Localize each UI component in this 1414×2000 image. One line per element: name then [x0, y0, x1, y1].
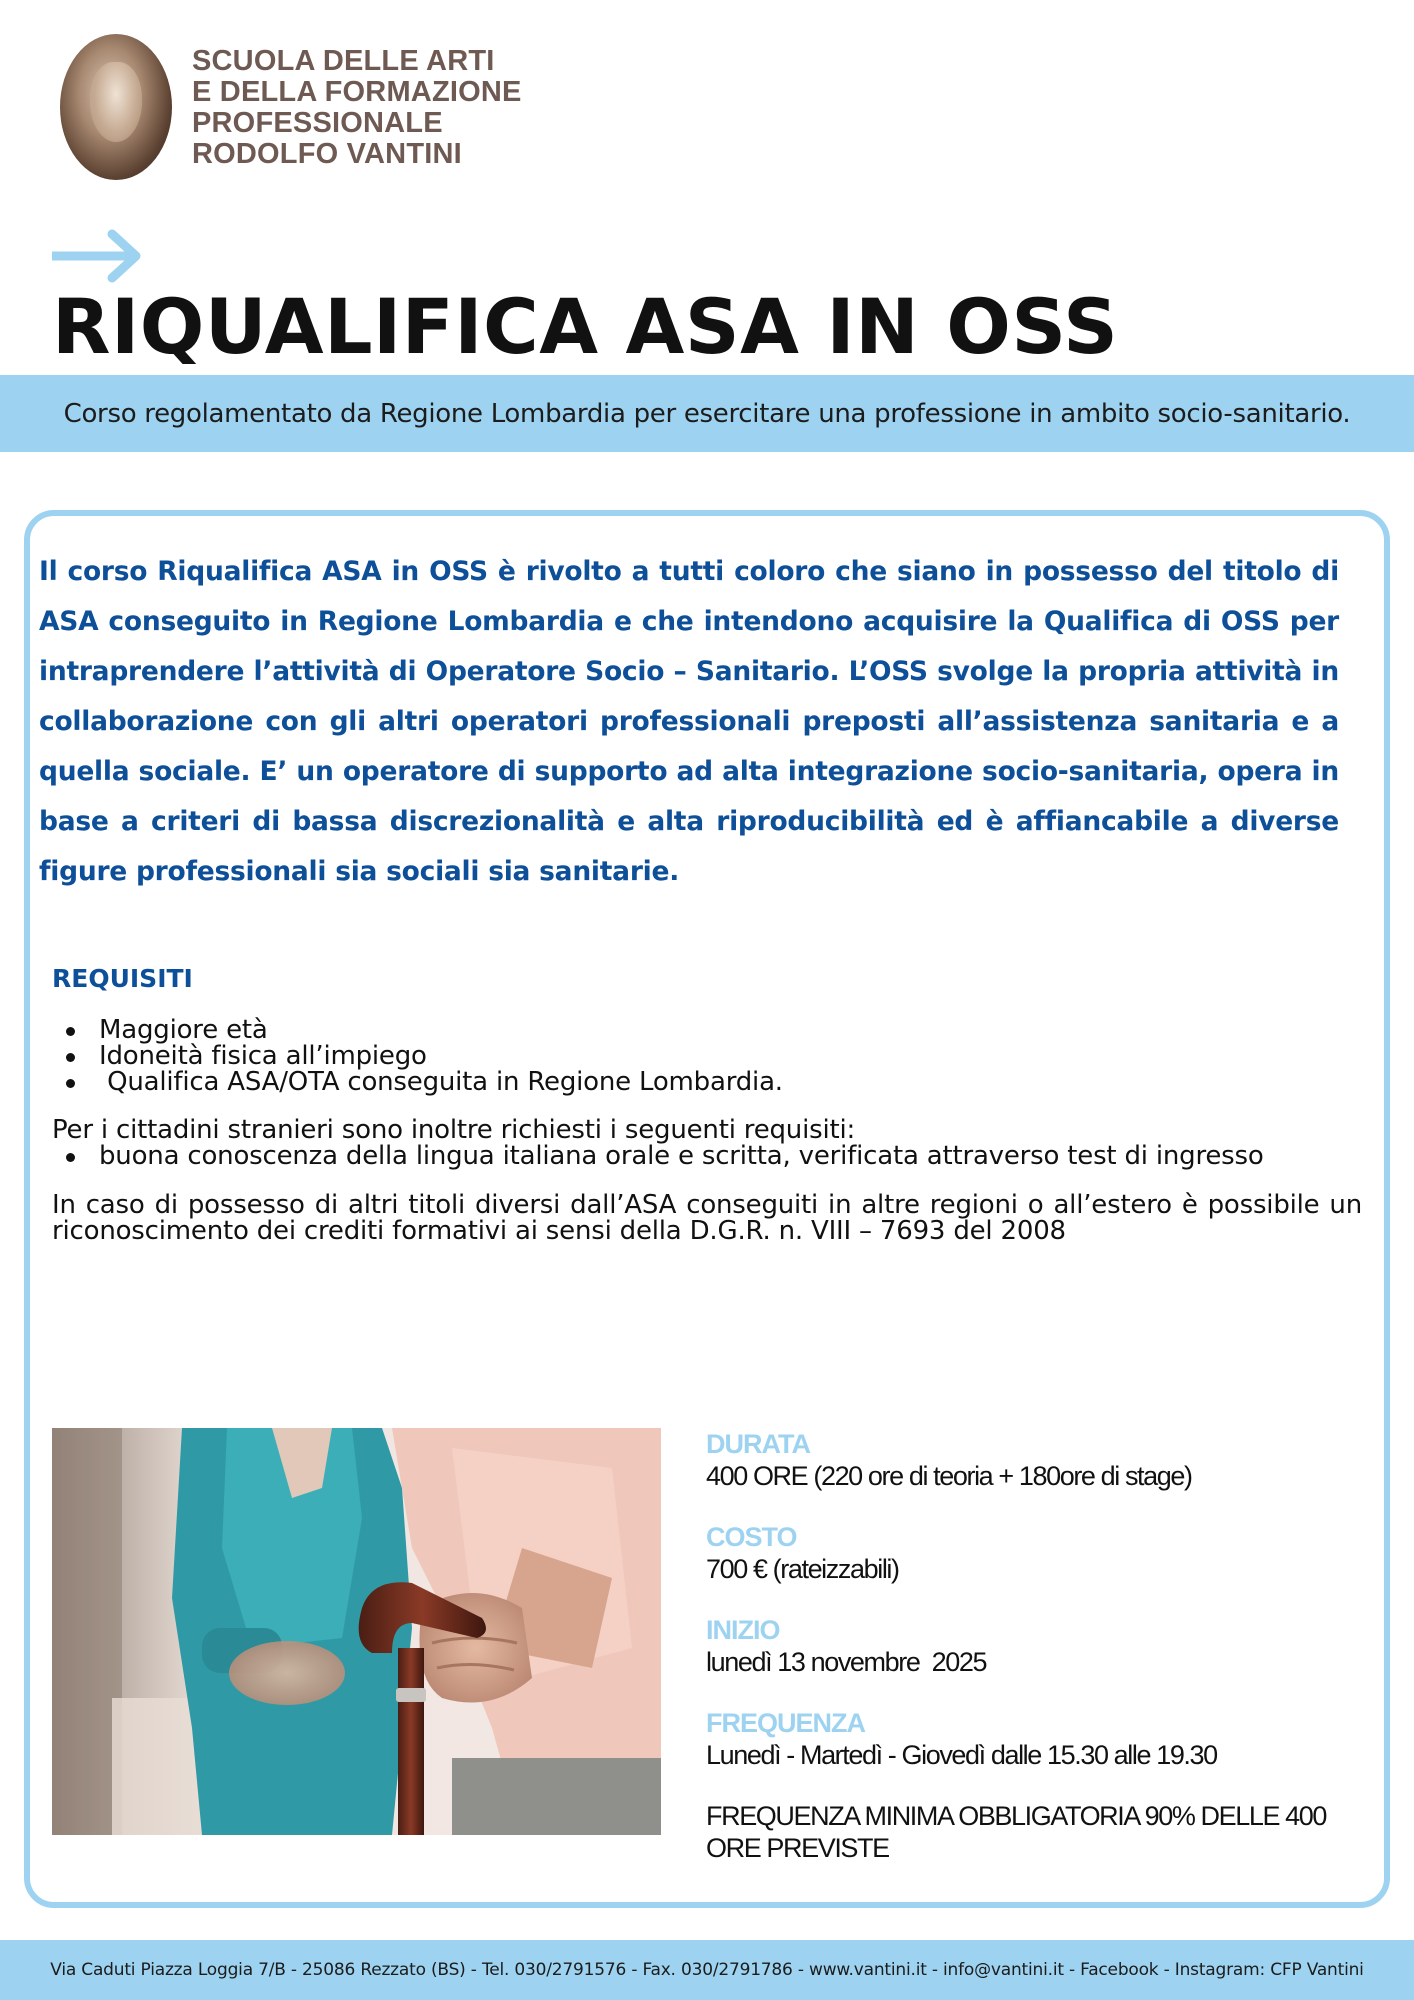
- frequenza-label: FREQUENZA: [706, 1708, 865, 1738]
- contact-info: Via Caduti Piazza Loggia 7/B - 25086 Rezzato (BS) - Tel. 030/2791576 - Fax. 030/2791786 - www.vantini.it - info@vantini.it - Facebook - Instagram: CFP Vantini: [50, 1960, 1364, 1980]
- foreign-requirements-list: [52, 1143, 1362, 1169]
- school-name: [192, 46, 522, 170]
- credits-note: In caso di possesso di altri titoli diversi dall’ASA conseguiti in altre regioni o all’estero è possibile un riconoscimento dei crediti formativi ai sensi della D.G.R. n. VIII – 7693 del 2008: [52, 1190, 1362, 1246]
- inizio-label: INIZIO: [706, 1615, 780, 1645]
- arrow-right-icon: [52, 228, 144, 284]
- costo-value: 700 € (rateizzabili): [706, 1554, 899, 1584]
- page-title: RIQUALIFICA ASA IN OSS: [52, 282, 1119, 371]
- school-name-line: E DELLA FORMAZIONE: [192, 76, 522, 108]
- credits-note-block: [52, 1192, 1362, 1244]
- foreign-requirements-block: [52, 1117, 1362, 1169]
- costo-label: COSTO: [706, 1522, 797, 1552]
- subtitle-text: Corso regolamentato da Regione Lombardia per esercitare una professione in ambito socio-sanitario.: [63, 398, 1351, 429]
- course-description: Il corso Riqualifica ASA in OSS è rivolto a tutti coloro che siano in possesso del titolo di ASA conseguito in Regione Lombardia e che intendono acquisire la Qualifica di OSS per intraprendere l’attività di Operatore Socio – Sanitario. L’OSS svolge la propria attività in collaborazione con gli altri operatori professionali preposti all’assistenza sanitaria e a quella sociale. E’ un operatore di supporto ad alta integrazione socio-sanitaria, opera in base a criteri di bassa discrezionalità e alta riproducibilità ed è affiancabile a diverse figure professionali sia sociali sia sanitarie.: [39, 556, 1339, 887]
- frequenza-minima-note: FREQUENZA MINIMA OBBLIGATORIA 90% DELLE 400 ORE PREVISTE: [706, 1801, 1327, 1863]
- list-item: Qualifica ASA/OTA conseguita in Regione Lombardia.: [52, 1069, 1362, 1095]
- list-item: Maggiore età: [52, 1017, 1362, 1043]
- school-name-line: SCUOLA DELLE ARTI: [192, 45, 495, 77]
- list-item: Idoneità fisica all’impiego: [52, 1043, 1362, 1069]
- requisiti-list: [52, 1017, 1362, 1095]
- school-name-line: RODOLFO VANTINI: [192, 138, 462, 170]
- care-photo: [52, 1428, 661, 1835]
- durata-label: DURATA: [706, 1429, 810, 1459]
- costo-block: [706, 1521, 1346, 1585]
- requisiti-list-block: [52, 1017, 1362, 1095]
- footer-band: [0, 1940, 1414, 2000]
- inizio-block: [706, 1614, 1346, 1678]
- frequenza-block: [706, 1707, 1346, 1771]
- frequenza-value: Lunedì - Martedì - Giovedì dalle 15.30 alle 19.30: [706, 1740, 1217, 1770]
- durata-value: 400 ORE (220 ore di teoria + 180ore di stage): [706, 1461, 1192, 1491]
- foreign-requirements-intro: Per i cittadini stranieri sono inoltre richiesti i seguenti requisiti:: [52, 1115, 856, 1145]
- statue-emblem-icon: [60, 34, 172, 180]
- requisiti-heading: REQUISITI: [52, 964, 193, 993]
- list-item: buona conoscenza della lingua italiana orale e scritta, verificata attraverso test di ingresso: [52, 1143, 1362, 1169]
- inizio-value: lunedì 13 novembre 2025: [706, 1647, 987, 1677]
- subtitle-band: [0, 375, 1414, 452]
- school-name-line: PROFESSIONALE: [192, 107, 443, 139]
- durata-block: [706, 1428, 1346, 1492]
- course-details: [706, 1428, 1346, 1864]
- school-logo: [60, 34, 600, 184]
